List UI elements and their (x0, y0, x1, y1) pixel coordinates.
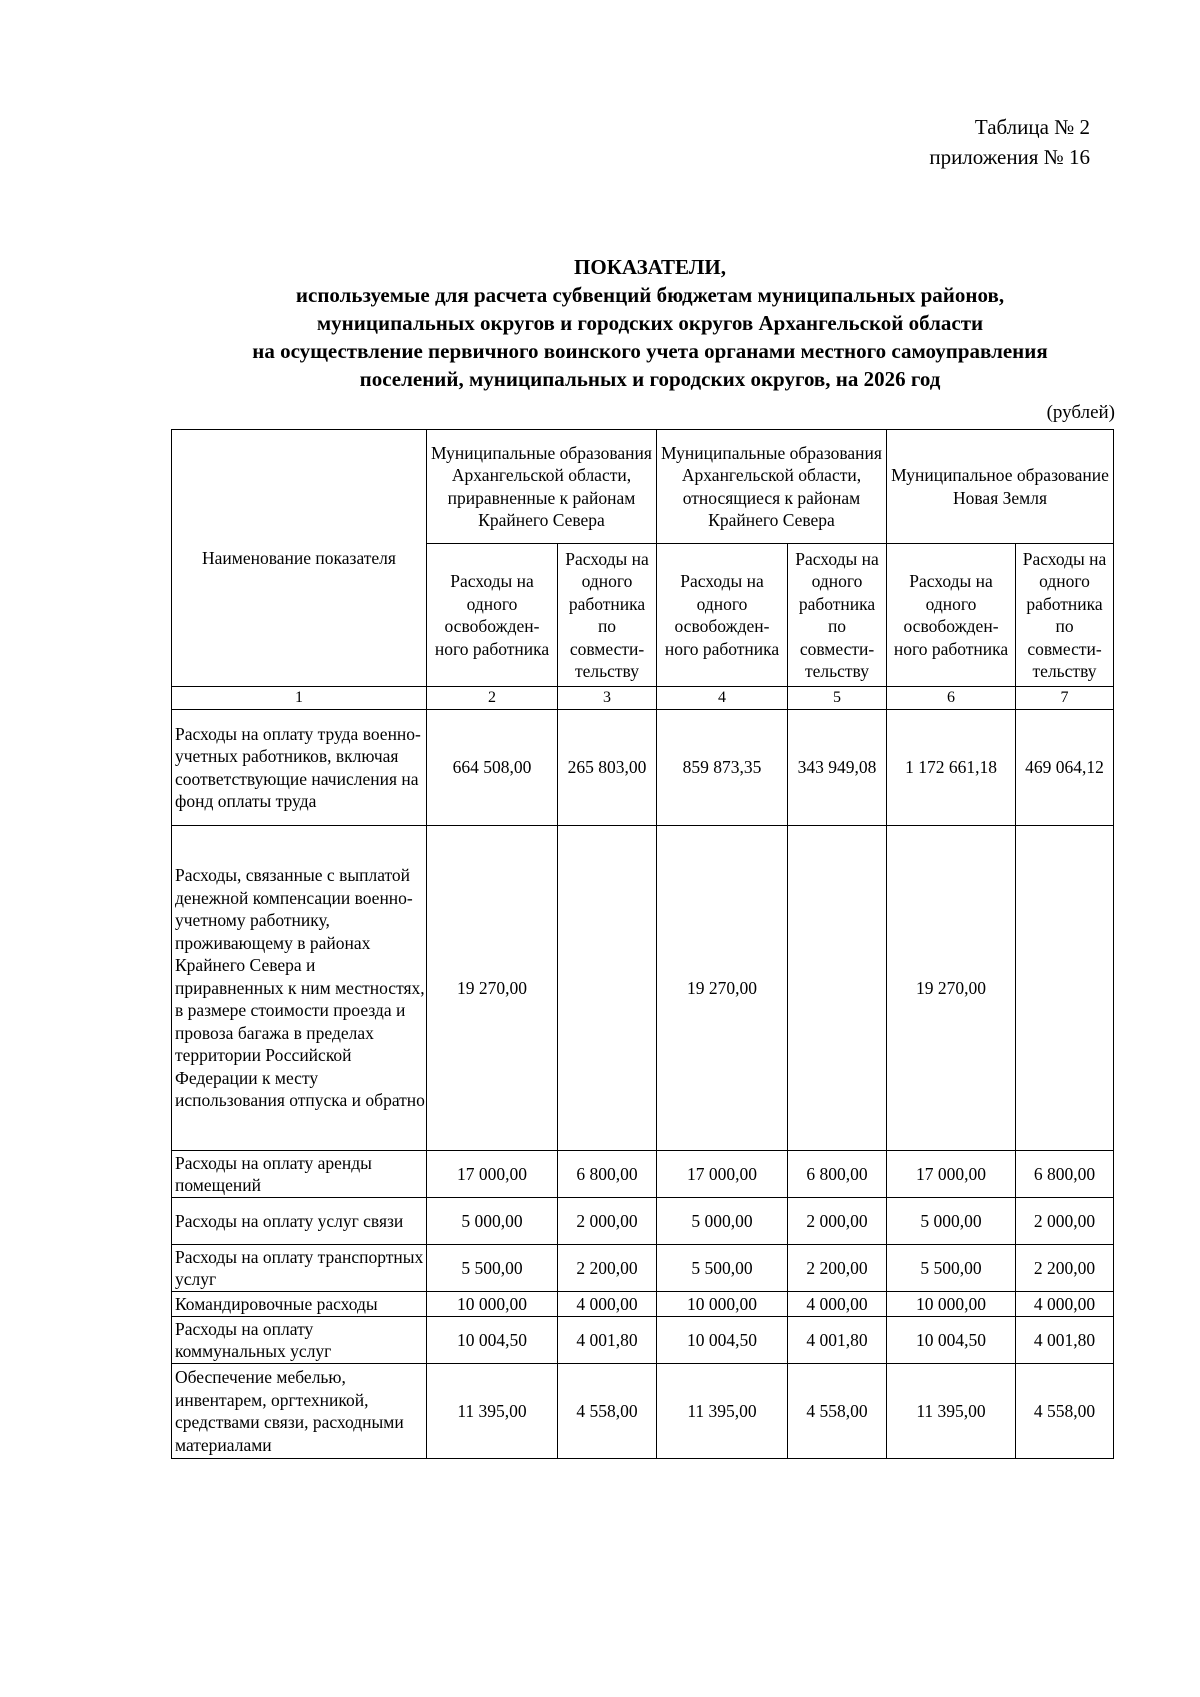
title-line-2: используемые для расчета субвенций бюджетам муниципальных районов, (295, 283, 1005, 307)
header-sub-part: Расходы на одного работника по совмести-тельству (558, 544, 657, 687)
row-name: Расходы на оплату аренды помещений (172, 1151, 427, 1198)
header-group-3: Муниципальное образование Новая Земля (887, 430, 1114, 544)
row-value: 10 000,00 (427, 1292, 558, 1317)
row-value: 2 200,00 (558, 1245, 657, 1292)
table-row (172, 710, 1114, 826)
row-name: Расходы на оплату коммунальных услуг (172, 1317, 427, 1364)
row-value: 10 004,50 (887, 1317, 1016, 1364)
row-value: 11 395,00 (657, 1364, 788, 1459)
row-value (1016, 826, 1114, 1151)
row-value: 469 064,12 (1016, 710, 1114, 826)
row-value: 2 200,00 (788, 1245, 887, 1292)
indicators-table (171, 429, 1114, 1459)
row-value: 664 508,00 (427, 710, 558, 826)
column-number: 7 (1016, 687, 1114, 710)
column-numbers-row (172, 687, 1114, 710)
header-group-2: Муниципальные образования Архангельской области, относящиеся к районам Крайнего Севера (657, 430, 887, 544)
row-value: 859 873,35 (657, 710, 788, 826)
row-value: 4 000,00 (558, 1292, 657, 1317)
table-row (172, 1364, 1114, 1459)
row-value: 4 000,00 (788, 1292, 887, 1317)
row-value: 6 800,00 (1016, 1151, 1114, 1198)
row-name: Расходы на оплату услуг связи (172, 1198, 427, 1245)
row-value: 5 000,00 (887, 1198, 1016, 1245)
table-row (172, 1245, 1114, 1292)
row-name: Расходы, связанные с выплатой денежной компенсации военно-учетному работнику, проживающему в районах Крайнего Севера и приравненных к ним местностях, в размере стоимости проезда и провоза багажа в пределах территории Российской Федерации к месту использования отпуска и обратно (172, 826, 427, 1151)
row-name: Расходы на оплату транспортных услуг (172, 1245, 427, 1292)
row-value (558, 826, 657, 1151)
appendix-number: приложения № 16 (929, 145, 1090, 169)
row-value: 5 000,00 (657, 1198, 788, 1245)
row-value: 265 803,00 (558, 710, 657, 826)
table-row (172, 1151, 1114, 1198)
row-value (788, 826, 887, 1151)
header-sub-full: Расходы на одного освобожден-ного работника (427, 544, 558, 687)
column-number: 6 (887, 687, 1016, 710)
row-value: 2 200,00 (1016, 1245, 1114, 1292)
row-value: 343 949,08 (788, 710, 887, 826)
row-value: 4 001,80 (558, 1317, 657, 1364)
row-name: Расходы на оплату труда военно-учетных работников, включая соответствующие начисления на фонд оплаты труда (172, 710, 427, 826)
title-line-3: муниципальных округов и городских округов Архангельской области (316, 311, 984, 335)
column-number: 3 (558, 687, 657, 710)
title-line-1: ПОКАЗАТЕЛИ, (574, 255, 726, 279)
header-sub-part: Расходы на одного работника по совмести-тельству (1016, 544, 1114, 687)
row-value: 6 800,00 (788, 1151, 887, 1198)
row-value: 4 001,80 (1016, 1317, 1114, 1364)
row-value: 4 558,00 (788, 1364, 887, 1459)
row-value: 11 395,00 (427, 1364, 558, 1459)
row-value: 5 500,00 (887, 1245, 1016, 1292)
row-value: 6 800,00 (558, 1151, 657, 1198)
document-title (120, 253, 1180, 393)
row-value: 4 558,00 (1016, 1364, 1114, 1459)
row-value: 2 000,00 (558, 1198, 657, 1245)
units-label: (рублей) (1046, 402, 1115, 423)
header-sub-part: Расходы на одного работника по совмести-тельству (788, 544, 887, 687)
table-row (172, 1198, 1114, 1245)
row-value: 4 000,00 (1016, 1292, 1114, 1317)
row-value: 19 270,00 (657, 826, 788, 1151)
title-line-4: на осуществление первичного воинского учета органами местного самоуправления (252, 339, 1048, 363)
table-row (172, 1317, 1114, 1364)
column-number: 2 (427, 687, 558, 710)
row-value: 11 395,00 (887, 1364, 1016, 1459)
row-value: 5 000,00 (427, 1198, 558, 1245)
row-value: 10 004,50 (427, 1317, 558, 1364)
header-group-1: Муниципальные образования Архангельской области, приравненные к районам Крайнего Севера (427, 430, 657, 544)
row-value: 1 172 661,18 (887, 710, 1016, 826)
row-value: 10 000,00 (657, 1292, 788, 1317)
header-indicator-name: Наименование показателя (172, 430, 427, 687)
row-value: 4 558,00 (558, 1364, 657, 1459)
row-value: 2 000,00 (788, 1198, 887, 1245)
table-row (172, 1292, 1114, 1317)
row-value: 19 270,00 (427, 826, 558, 1151)
row-value: 4 001,80 (788, 1317, 887, 1364)
header-sub-full: Расходы на одного освобожден-ного работника (887, 544, 1016, 687)
column-number: 1 (172, 687, 427, 710)
row-value: 10 004,50 (657, 1317, 788, 1364)
table-reference (800, 112, 1090, 172)
row-name: Командировочные расходы (172, 1292, 427, 1317)
row-value: 5 500,00 (657, 1245, 788, 1292)
row-value: 17 000,00 (887, 1151, 1016, 1198)
row-value: 10 000,00 (887, 1292, 1016, 1317)
row-value: 17 000,00 (657, 1151, 788, 1198)
column-number: 5 (788, 687, 887, 710)
row-value: 17 000,00 (427, 1151, 558, 1198)
row-value: 5 500,00 (427, 1245, 558, 1292)
row-name: Обеспечение мебелью, инвентарем, оргтехникой, средствами связи, расходными материалами (172, 1364, 427, 1459)
table-number: Таблица № 2 (974, 115, 1090, 139)
column-number: 4 (657, 687, 788, 710)
row-value: 2 000,00 (1016, 1198, 1114, 1245)
row-value: 19 270,00 (887, 826, 1016, 1151)
title-line-5: поселений, муниципальных и городских округов, на 2026 год (359, 367, 941, 391)
table-row (172, 826, 1114, 1151)
header-sub-full: Расходы на одного освобожден-ного работника (657, 544, 788, 687)
